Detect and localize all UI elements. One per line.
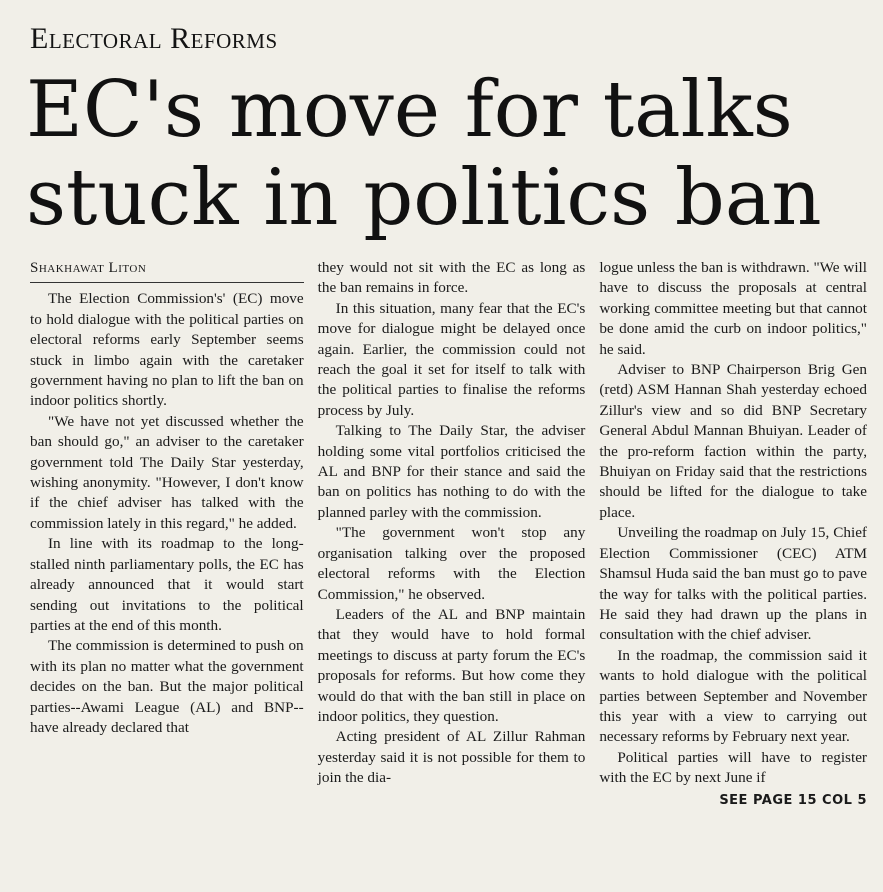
continued-on-page: SEE PAGE 15 COL 5 <box>719 792 867 808</box>
paragraph: logue unless the ban is withdrawn. "We will have to discuss the proposals at central working committee meeting but that cannot be done amid the curb on indoor politics," he said. <box>599 259 867 358</box>
paragraph: The Election Commission's' (EC) move to hold dialogue with the political parties on electoral reforms early September seems stuck in limbo again with the caretaker government having no plan to lift the ban on indoor politics shortly. <box>30 290 304 410</box>
byline: Shakhawat Liton <box>30 258 304 283</box>
paragraph: Talking to The Daily Star, the adviser holding some vital portfolios criticised the AL and BNP for their stance and said the ban on politics has nothing to do with the planned parley with the commission. <box>317 422 586 521</box>
column-2 <box>312 258 594 888</box>
paragraph: "The government won't stop any organisation talking over the proposed electoral reforms with the Election Commission," he observed. <box>317 524 586 603</box>
paragraph: Unveiling the roadmap on July 15, Chief Election Commissioner (CEC) ATM Shamsul Huda said the ban must go to pave the way for talks with the political parties. He said they had drawn up the plans in consultation with the chief adviser. <box>599 524 867 644</box>
paragraph: "We have not yet discussed whether the ban should go," an adviser to the caretaker government told The Daily Star yesterday, wishing anonymity. "However, I don't know if the chief adviser has talked with the commission lately in this regard," he added. <box>30 412 304 532</box>
paragraph: Political parties will have to register with the EC by next June if <box>599 748 867 787</box>
paragraph: In line with its roadmap to the long-stalled ninth parliamentary polls, the EC has already announced that it would start sending out invitations to the political parties at the end of this month. <box>30 535 304 634</box>
article-body <box>30 258 875 888</box>
headline-line-1: EC's move for talks <box>26 65 793 155</box>
paragraph: In this situation, many fear that the EC's move for dialogue might be delayed once again. Earlier, the commission could not reach the goal it set for itself to talk with the political parties to finalise the reforms process by July. <box>317 299 586 419</box>
paragraph: Leaders of the AL and BNP maintain that they would have to hold formal meetings to discuss at party forum the EC's proposals for reforms. But how come they would do that with the ban still in place on indoor politics, they question. <box>317 605 586 725</box>
paragraph: they would not sit with the EC as long as the ban remains in force. <box>317 259 586 297</box>
paragraph: In the roadmap, the commission said it wants to hold dialogue with the political parties between September and November this year with a view to carrying out necessary reforms by February next year. <box>599 646 867 746</box>
column-1 <box>30 258 312 888</box>
headline <box>26 66 866 242</box>
paragraph: Acting president of AL Zillur Rahman yesterday said it is not possible for them to join the dia- <box>317 728 586 787</box>
kicker: Electoral Reforms <box>30 22 278 55</box>
headline-line-2: stuck in politics ban <box>26 153 822 243</box>
paragraph: Adviser to BNP Chairperson Brig Gen (retd) ASM Hannan Shah yesterday echoed Zillur's view and so did BNP Secretary General Abdul Mannan Bhuiyan. Leader of the pro-reform faction within the party, Bhuiyan on Friday said that the restrictions should be lifted for the dialogue to take place. <box>599 361 867 521</box>
paragraph: The commission is determined to push on with its plan no matter what the government decides on the ban. But the major political parties--Awami League (AL) and BNP--have already declared that <box>30 637 304 736</box>
column-3 <box>593 258 875 888</box>
